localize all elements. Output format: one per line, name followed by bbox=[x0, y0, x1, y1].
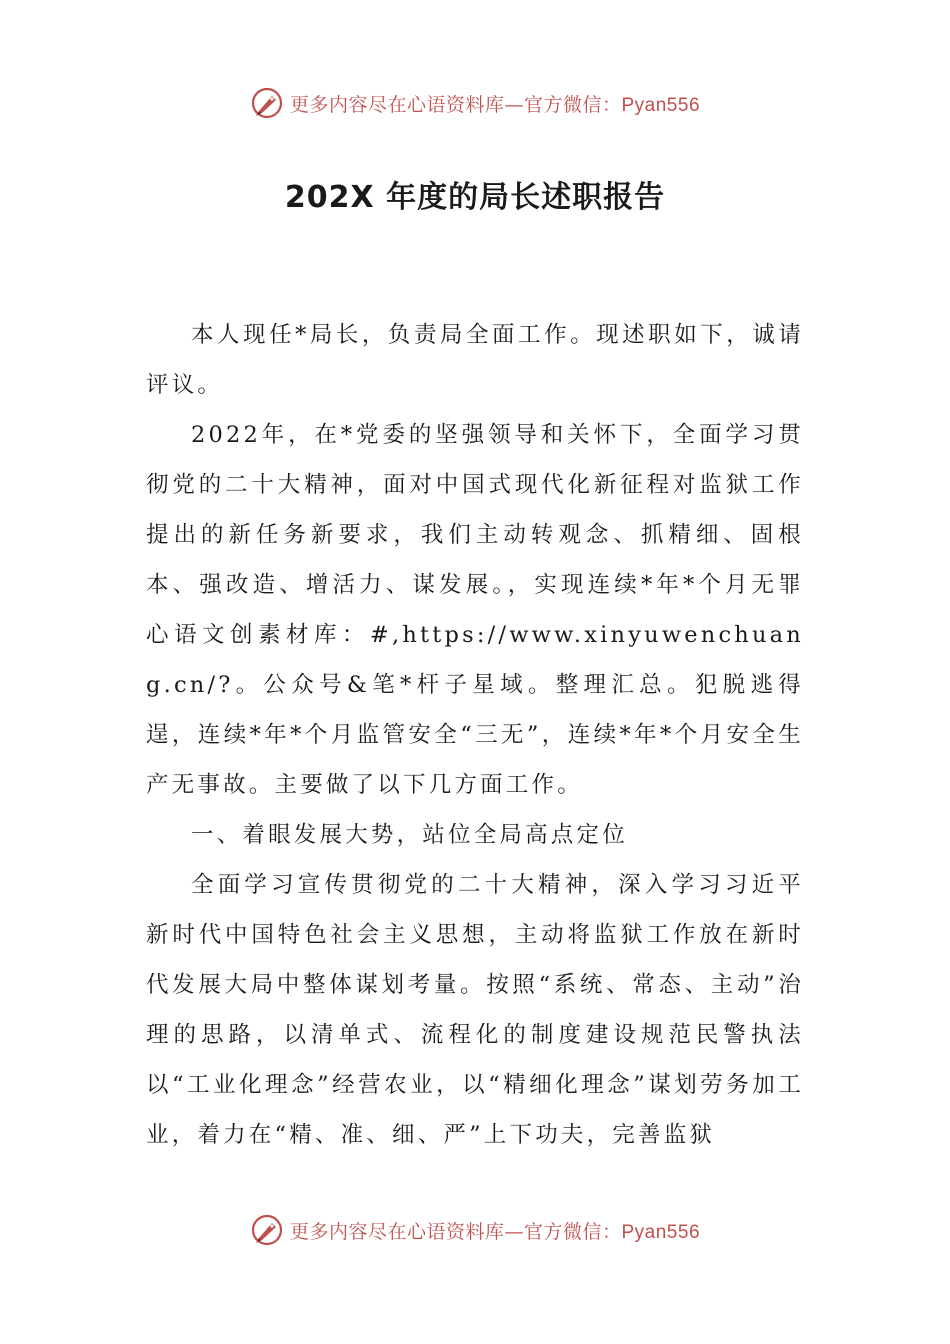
banner-text: 更多内容尽在心语资料库—官方微信： bbox=[289, 93, 622, 116]
document-body bbox=[146, 310, 804, 1160]
banner-wechat-id: Pyan556 bbox=[621, 1221, 701, 1243]
section-heading-1: 一、着眼发展大势，站位全局高点定位 bbox=[191, 822, 628, 848]
paragraph-3: 全面学习宣传贯彻党的二十大精神，深入学习习近平新时代中国特色社会主义思想，主动将监狱工作放在新时代发展大局中整体谋划考量。按照“系统、常态、主动”治理的思路，以清单式、流程化的制度建设规范民警执法以“工业化理念”经营农业，以“精细化理念”谋划劳务加工业，着力在“精、准、细、严”上下功夫，完善监狱 bbox=[146, 872, 804, 1148]
paragraph-1: 本人现任*局长，负责局全面工作。现述职如下，诚请评议。 bbox=[146, 322, 804, 398]
footer-watermark-banner bbox=[0, 1210, 950, 1250]
paragraph-2: 2022年，在*党委的坚强领导和关怀下，全面学习贯彻党的二十大精神，面对中国式现代化新征程对监狱工作提出的新任务新要求，我们主动转观念、抓精细、固根本、强改造、增活力、谋发展。，实现连续*年*个月无罪心语文创素材库：#,https://www.xinyuwenchuang.cn/?。公众号&笔*杆子星域。整理汇总。犯脱逃得逞，连续*年*个月监管安全“三无”，连续*年*个月安全生产无事故。主要做了以下几方面工作。 bbox=[146, 422, 804, 798]
banner-wechat-id: Pyan556 bbox=[621, 94, 701, 116]
banner-text: 更多内容尽在心语资料库—官方微信： bbox=[289, 1220, 622, 1243]
header-watermark-banner bbox=[0, 83, 950, 123]
pen-nib-logo-icon bbox=[250, 86, 284, 120]
document-title: 202X 年度的局长述职报告 bbox=[284, 180, 666, 215]
pen-nib-logo-icon bbox=[250, 1213, 284, 1247]
